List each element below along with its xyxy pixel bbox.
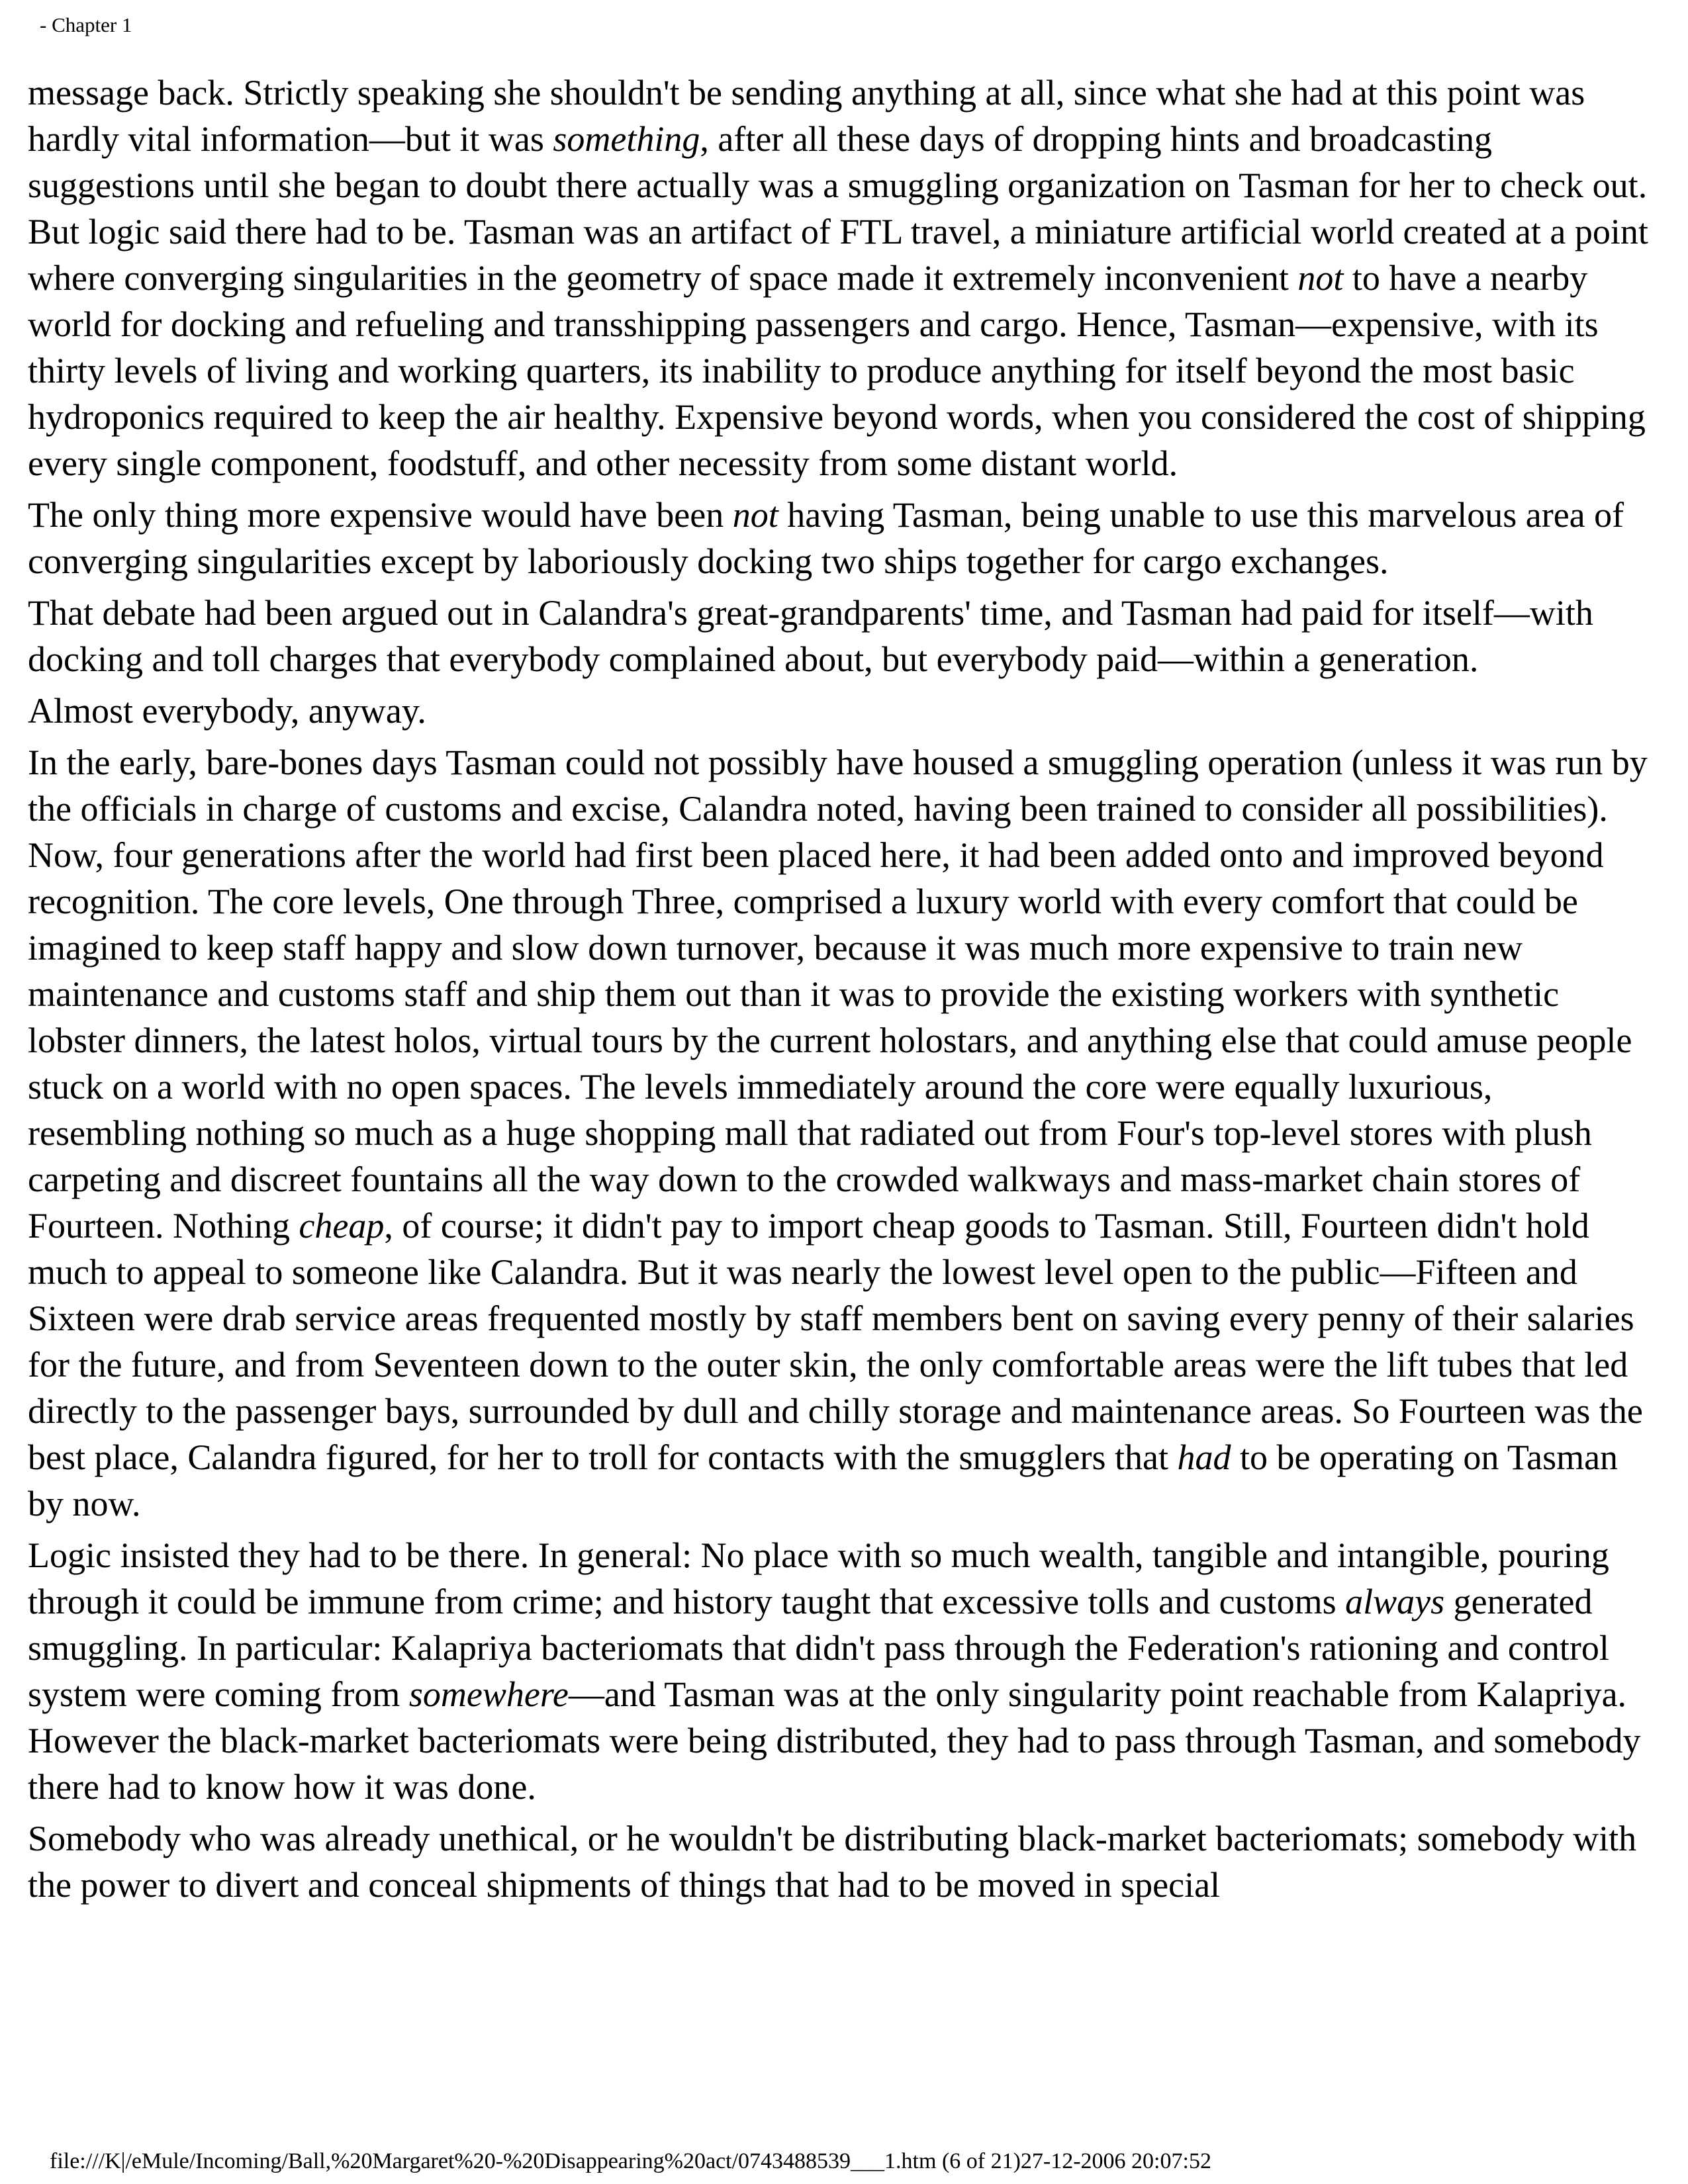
text-segment: having Tasman, being unable to use this marvelous area of converging singularities except by laboriously docking two ships together for cargo exchanges. bbox=[28, 495, 1624, 581]
chapter-header: - Chapter 1 bbox=[40, 13, 132, 36]
paragraph bbox=[28, 739, 1656, 1527]
text-segment: , after all these days of dropping hints and broadcasting suggestions until she began to doubt there actually was a smuggling organization on Tasman for her to check out. But logic said there had to be. Tasman was an artifact of FTL travel, a miniature artificial world created at a point where converging singularities in the geometry of space made it extremely inconvenient bbox=[28, 119, 1648, 298]
text-segment: generated smuggling. In particular: Kalapriya bacteriomats that didn't pass through the Federation's rationing and control system were coming from bbox=[28, 1582, 1609, 1714]
paragraph bbox=[28, 590, 1656, 682]
paragraph bbox=[28, 492, 1656, 584]
emphasis: cheap bbox=[299, 1206, 385, 1246]
emphasis: had bbox=[1177, 1437, 1231, 1477]
text-segment: The only thing more expensive would have been bbox=[28, 495, 733, 535]
paragraph bbox=[28, 69, 1656, 486]
text-segment: , of course; it didn't pay to import cheap goods to Tasman. Still, Fourteen didn't hold much to appeal to someone like Calandra. But it was nearly the lowest level open to the public—Fifteen and Sixteen were drab service areas frequented mostly by staff members bent on saving every penny of their salaries for the future, and from Seventeen down to the outer skin, the only comfortable areas were the lift tubes that led directly to the passenger bays, surrounded by dull and chilly storage and maintenance areas. So Fourteen was the best place, Calandra figured, for her to troll for contacts with the smugglers that bbox=[28, 1206, 1643, 1477]
text-segment: Somebody who was already unethical, or he wouldn't be distributing black-market bacteriomats; somebody with the power to divert and conceal shipments of things that had to be moved in special bbox=[28, 1819, 1637, 1905]
text-segment: Almost everybody, anyway. bbox=[28, 691, 426, 731]
text-segment: Logic insisted they had to be there. In general: No place with so much wealth, tangible and intangible, pouring through it could be immune from crime; and history taught that excessive tolls and customs bbox=[28, 1535, 1609, 1621]
paragraph bbox=[28, 688, 1656, 734]
emphasis: always bbox=[1345, 1582, 1445, 1621]
text-segment: In the early, bare-bones days Tasman could not possibly have housed a smuggling operation (unless it was run by the officials in charge of customs and excise, Calandra noted, having been trained to consider all possibilities). Now, four generations after the world had first been placed here, it had been added onto and improved beyond recognition. The core levels, One through Three, comprised a luxury world with every comfort that could be imagined to keep staff happy and slow down turnover, because it was much more expensive to train new maintenance and customs staff and ship them out than it was to provide the existing workers with synthetic lobster dinners, the latest holos, virtual tours by the current holostars, and anything else that could amuse people stuck on a world with no open spaces. The levels immediately around the core were equally luxurious, resembling nothing so much as a huge shopping mall that radiated out from Four's top-level stores with plush carpeting and discreet fountains all the way down to the crowded walkways and mass-market chain stores of Fourteen. Nothing bbox=[28, 743, 1648, 1246]
text-segment: message back. Strictly speaking she shouldn't be sending anything at all, since what she had at this point was hardly vital information—but it was bbox=[28, 73, 1585, 159]
file-path-footer: file:///K|/eMule/Incoming/Ball,%20Margaret%20-%20Disappearing%20act/0743488539___1.htm (6 of 21)27-12-2006 20:07:52 bbox=[50, 2149, 1211, 2173]
emphasis: not bbox=[1297, 258, 1344, 298]
text-segment: to have a nearby world for docking and refueling and transshipping passengers and cargo. Hence, Tasman—expensive, with its thirty levels of living and working quarters, its inability to produce anything for itself beyond the most basic hydroponics required to keep the air healthy. Expensive beyond words, when you considered the cost of shipping every single component, foodstuff, and other necessity from some distant world. bbox=[28, 258, 1646, 483]
text-segment: That debate had been argued out in Calandra's great-grandparents' time, and Tasman had paid for itself—with docking and toll charges that everybody complained about, but everybody paid—within a generation. bbox=[28, 593, 1593, 679]
paragraph bbox=[28, 1815, 1656, 1908]
text-segment: to be operating on Tasman by now. bbox=[28, 1437, 1618, 1524]
emphasis: somewhere bbox=[408, 1674, 569, 1714]
paragraph bbox=[28, 1532, 1656, 1810]
emphasis: something bbox=[553, 119, 700, 159]
text-segment: —and Tasman was at the only singularity point reachable from Kalapriya. However the black-market bacteriomats were being distributed, they had to pass through Tasman, and somebody there had to know how it was done. bbox=[28, 1674, 1641, 1807]
emphasis: not bbox=[732, 495, 778, 535]
page-body bbox=[28, 69, 1656, 1913]
